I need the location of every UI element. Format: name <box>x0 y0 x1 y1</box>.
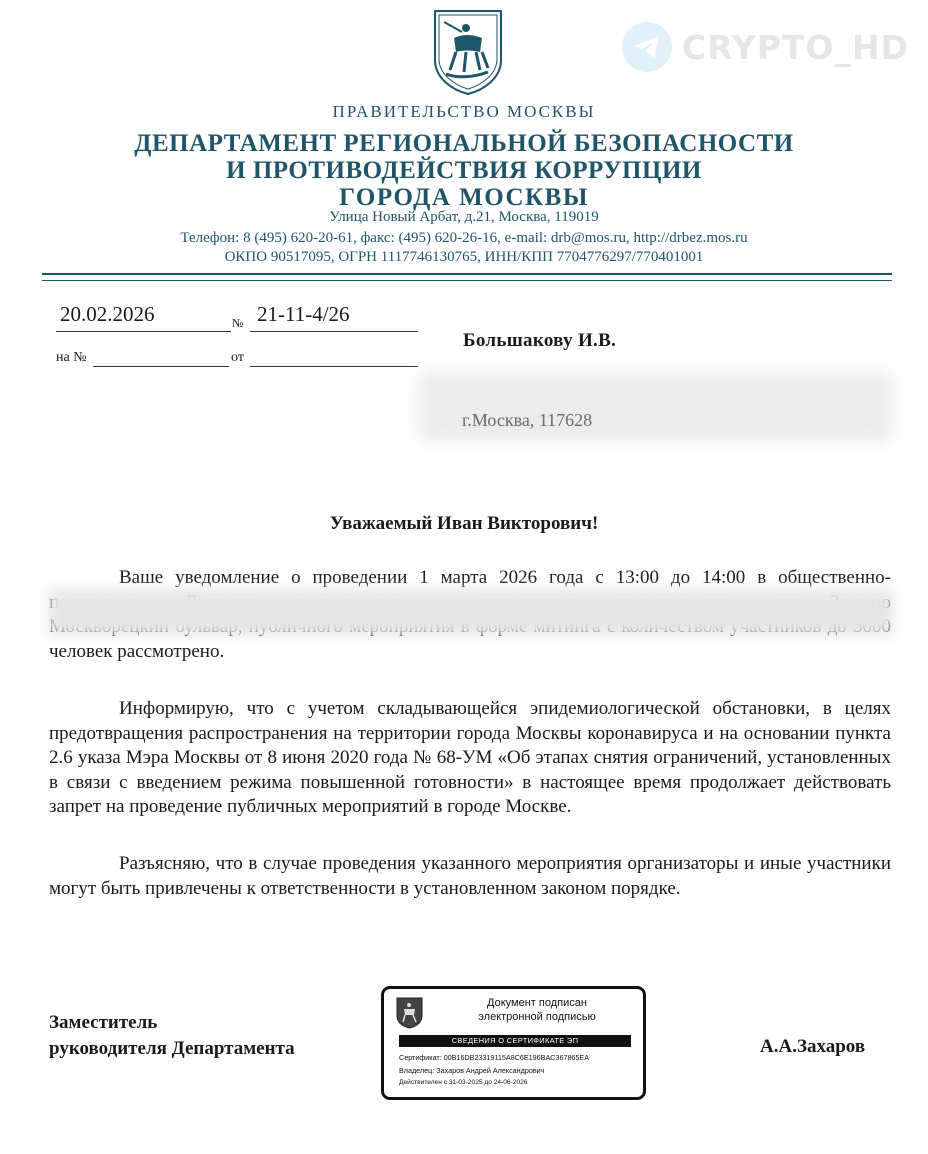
government-name: ПРАВИТЕЛЬСТВО МОСКВЫ <box>332 102 596 121</box>
department-name-line2: И ПРОТИВОДЕЙСТВИЯ КОРРУПЦИИ <box>226 157 702 184</box>
registration-number-label: № <box>232 316 244 330</box>
stamp-certificate-id: Сертификат: 00B16DB23319115A8C6E196BAC367865EA <box>399 1053 590 1062</box>
signatory-name: А.А.Захаров <box>760 1036 866 1057</box>
reference-date-label: от <box>231 350 244 365</box>
letter-greeting: Уважаемый Иван Викторович! <box>329 513 599 534</box>
registration-number-underline <box>250 331 418 332</box>
registration-date-underline <box>56 331 231 332</box>
reference-number-underline <box>93 366 229 367</box>
paragraph-3-text: Разъясняю, что в случае проведения указанного мероприятия организаторы и иные участники могут быть привлечены к ответственности в установленном законом порядке. <box>49 853 891 899</box>
paragraph-2-text: Информирую, что с учетом складывающейся эпидемиологической обстановки, в целях предотвращения распространения на территории города Москвы коронавируса и на основании пункта 2.6 указа Мэра Москвы от 8 июня 2020 года № 68-УМ «Об этапах снятия ограничений, установленных в связи с введением режима повышенной готовности» в настоящее время продолжает действовать запрет на проведение публичных мероприятий в городе Москве. <box>49 698 891 818</box>
stamp-certificate-owner: Владелец: Захаров Андрей Александрович <box>399 1066 545 1075</box>
crypto-hd-watermark <box>622 22 909 72</box>
signatory-title-line1: Заместитель <box>49 1012 158 1033</box>
department-name-line1: ДЕПАРТАМЕНТ РЕГИОНАЛЬНОЙ БЕЗОПАСНОСТИ <box>134 130 794 157</box>
watermark-text: CRYPTO_HD <box>682 27 909 67</box>
registration-date: 20.02.2026 <box>60 302 155 326</box>
addressee-city: г.Москва, 117628 <box>462 410 593 430</box>
stamp-heading-line2: электронной подписью <box>478 1011 596 1023</box>
registration-number: 21-11-4/26 <box>257 302 350 326</box>
reference-date-underline <box>250 366 418 367</box>
paragraph-1-text: Ваше уведомление о проведении 1 марта 2026 года с 13:00 до 14:00 в общественно- человек рассмотрено. <box>49 567 891 662</box>
telegram-icon <box>622 22 672 72</box>
signatory-title-line2: руководителя Департамента <box>49 1038 295 1059</box>
department-codes: ОКПО 90517095, ОГРН 1117746130765, ИНН/КПП 7704776297/770401001 <box>224 249 704 265</box>
stamp-heading <box>442 996 632 1024</box>
stamp-coat-of-arms-icon <box>396 997 423 1029</box>
department-name-line3: ГОРОДА МОСКВЫ <box>339 184 589 211</box>
letter-paragraph-3 <box>49 852 891 901</box>
stamp-heading-line1: Документ подписан <box>487 997 587 1009</box>
reference-number-label: на № <box>56 350 87 365</box>
header-divider-thin <box>42 280 892 281</box>
department-contacts: Телефон: 8 (495) 620-20-61, факс: (495) 620-26-16, e-mail: drb@mos.ru, http://drbez.mos.ru <box>180 230 748 246</box>
stamp-certificate-bar: СВЕДЕНИЯ О СЕРТИФИКАТЕ ЭП <box>399 1035 631 1047</box>
department-address: Улица Новый Арбат, д.21, Москва, 119019 <box>329 209 599 225</box>
stamp-certificate-validity: Действителен с 31-03-2025 до 24-06-2026 <box>399 1079 528 1086</box>
header-divider <box>42 273 892 275</box>
addressee-name: Большакову И.В. <box>463 330 617 351</box>
electronic-signature-stamp <box>381 986 646 1100</box>
signatory-title <box>49 1010 295 1062</box>
redacted-address <box>418 372 893 442</box>
moscow-coat-of-arms-icon <box>432 8 504 96</box>
letter-paragraph-2 <box>49 697 891 820</box>
redacted-text-block <box>48 589 893 635</box>
